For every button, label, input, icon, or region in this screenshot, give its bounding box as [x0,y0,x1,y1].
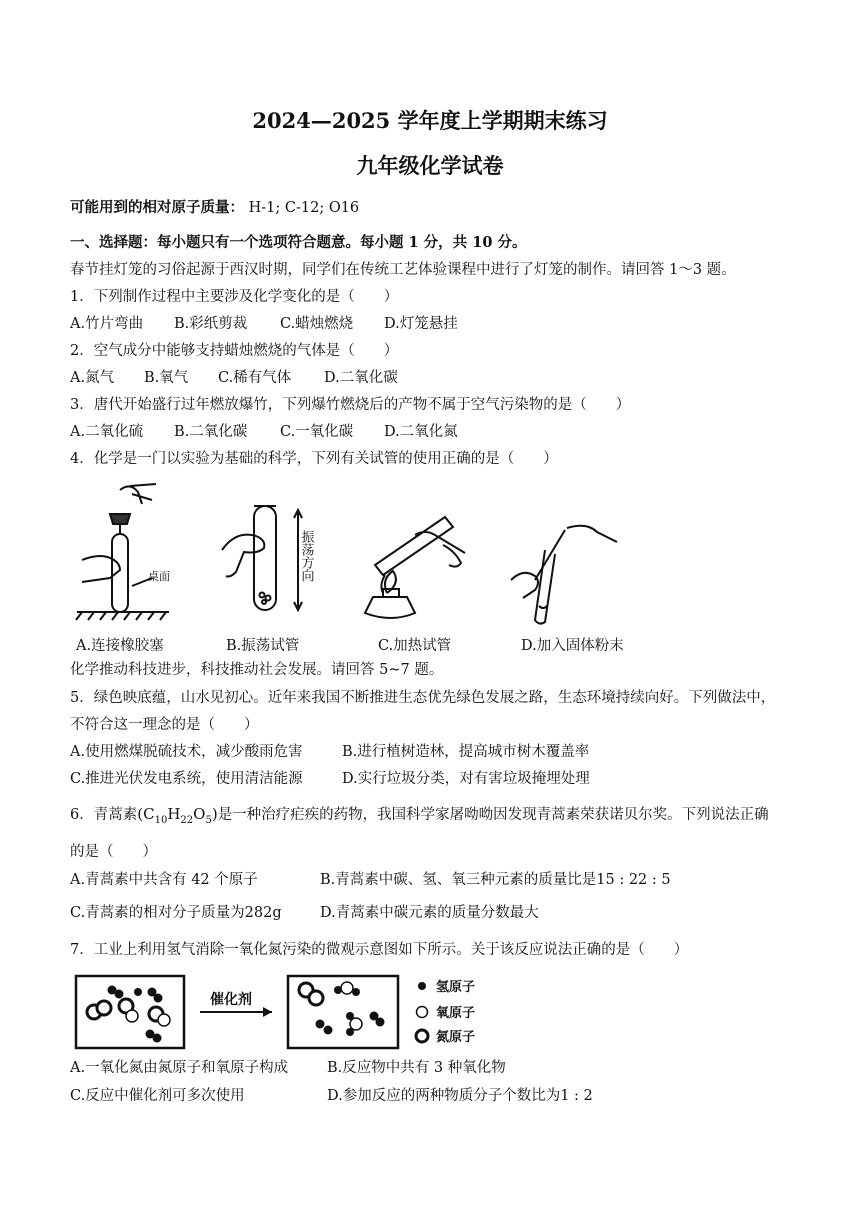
q6-formula: $(C_{10}H_{22}O_5)$ [137,805,218,826]
q6-stem-pre: 6．青蒿素 [70,807,138,823]
reactant-molecules [87,986,170,1043]
legend-nitrogen-label: 氮原子 [436,1030,476,1045]
product-molecules [299,982,385,1036]
q4-option-d: D.加入固体粉末 [521,638,624,654]
q3-option-b: B.二氧化碳 [174,424,248,440]
q6-option-c: C.青蒿素的相对分子质量为282g [70,905,282,921]
q7-option-b: B.反应物中共有 3 种氧化物 [327,1060,506,1076]
q3-options [70,422,458,442]
q7-options-row2 [70,1086,593,1106]
legend-hydrogen-label: 氢原子 [436,980,476,995]
q6-stem-line2: 的是（ ） [70,844,157,860]
q2-stem: 2．空气成分中能够支持蜡烛燃烧的气体是（ ） [70,343,399,359]
figure-heat-tube [355,505,485,625]
exam-title: 2024—2025 学年度上学期期末练习 [252,108,608,133]
q7-option-d: D.参加反应的两种物质分子个数比为1 : 2 [327,1088,593,1104]
fig-b-label: 振荡方向 [298,530,314,582]
q3-stem: 3．唐代开始盛行过年燃放爆竹，下列爆竹燃烧后的产物不属于空气污染物的是（ ） [70,397,631,413]
q2-option-a: A.氮气 [70,370,115,386]
q5-option-b: B.进行植树造林，提高城市树木覆盖率 [342,744,590,760]
legend [416,979,475,1045]
q7-option-c: C.反应中催化剂可多次使用 [70,1088,245,1104]
q2-option-d: D.二氧化碳 [324,370,398,386]
q1-options [70,314,458,334]
fig-a-label: 桌面 [148,570,170,583]
catalyst-label: 催化剂 [210,992,252,1008]
q6-stem-post: 是一种治疗疟疾的药物，我国科学家屠呦呦因发现青蒿素荣获诺贝尔奖。下列说法正确 [217,807,769,823]
q6-options-row1 [70,870,671,890]
q1-option-b: B.彩纸剪裁 [174,316,248,332]
q4-option-c: C.加热试管 [378,638,452,654]
q5-options-row1 [70,742,589,762]
atomic-mass-line [70,198,359,218]
q6-stem-line1 [70,804,769,831]
q3-option-a: A.二氧化硫 [70,424,144,440]
q6-options-row2 [70,903,539,923]
atomic-mass-values: H-1; C-12; O16 [248,200,360,216]
q7-options-row1 [70,1058,506,1078]
figure-connect-stopper [72,480,182,625]
figure-shake-tube [212,500,332,625]
q5-option-a: A.使用燃煤脱硫技术，减少酸雨危害 [70,744,303,760]
legend-nitrogen-icon [416,1030,428,1042]
q6-option-b: B.青蒿素中碳、氢、氧三种元素的质量比是15 : 22 : 5 [320,872,671,888]
legend-oxygen-icon [417,1007,428,1018]
figure-reaction-diagram [72,972,502,1054]
atomic-mass-label: 可能用到的相对原子质量： [70,199,244,216]
figure-add-powder [505,520,625,625]
q5-options-row2 [70,769,590,789]
legend-oxygen-label: 氧原子 [436,1006,476,1021]
q7-option-a: A.一氧化氮由氮原子和氧原子构成 [70,1060,289,1076]
q1-option-a: A.竹片弯曲 [70,316,144,332]
section1-heading: 一、选择题：每小题只有一个选项符合题意。每小题 1 分，共 10 分。 [70,234,527,251]
q1-option-d: D.灯笼悬挂 [384,316,458,332]
q4-stem: 4．化学是一门以实验为基础的科学，下列有关试管的使用正确的是（ ） [70,451,558,467]
q1-option-c: C.蜡烛燃烧 [280,316,354,332]
intro-1-3: 春节挂灯笼的习俗起源于西汉时期，同学们在传统工艺体验课程中进行了灯笼的制作。请回答 1～3 题。 [70,262,736,278]
q5-stem-line2: 不符合这一理念的是（ ） [70,717,259,733]
q2-options [70,368,398,388]
q3-option-c: C.一氧化碳 [280,424,354,440]
q6-option-a: A.青蒿素中共含有 42 个原子 [70,872,258,888]
q2-option-b: B.氧气 [144,370,189,386]
q2-option-c: C.稀有气体 [218,370,292,386]
q4-option-a: A.连接橡胶塞 [76,638,164,654]
intro-5-7: 化学推动科技进步，科技推动社会发展。请回答 5~7 题。 [70,662,444,678]
q1-stem: 1．下列制作过程中主要涉及化学变化的是（ ） [70,289,399,305]
exam-subtitle: 九年级化学试卷 [356,153,504,178]
legend-hydrogen-icon [418,982,426,990]
q5-option-d: D.实行垃圾分类，对有害垃圾掩埋处理 [342,771,590,787]
q5-stem-line1: 5．绿色映底蕴，山水见初心。近年来我国不断推进生态优先绿色发展之路，生态环境持续向好。下列做法中， [70,690,776,706]
q5-option-c: C.推进光伏发电系统，使用清洁能源 [70,771,303,787]
q7-stem: 7．工业上利用氢气消除一氧化氮污染的微观示意图如下所示。关于该反应说法正确的是（ ） [70,942,689,958]
q3-option-d: D.二氧化氮 [384,424,458,440]
q4-option-b: B.振荡试管 [226,638,300,654]
q6-option-d: D.青蒿素中碳元素的质量分数最大 [320,905,539,921]
